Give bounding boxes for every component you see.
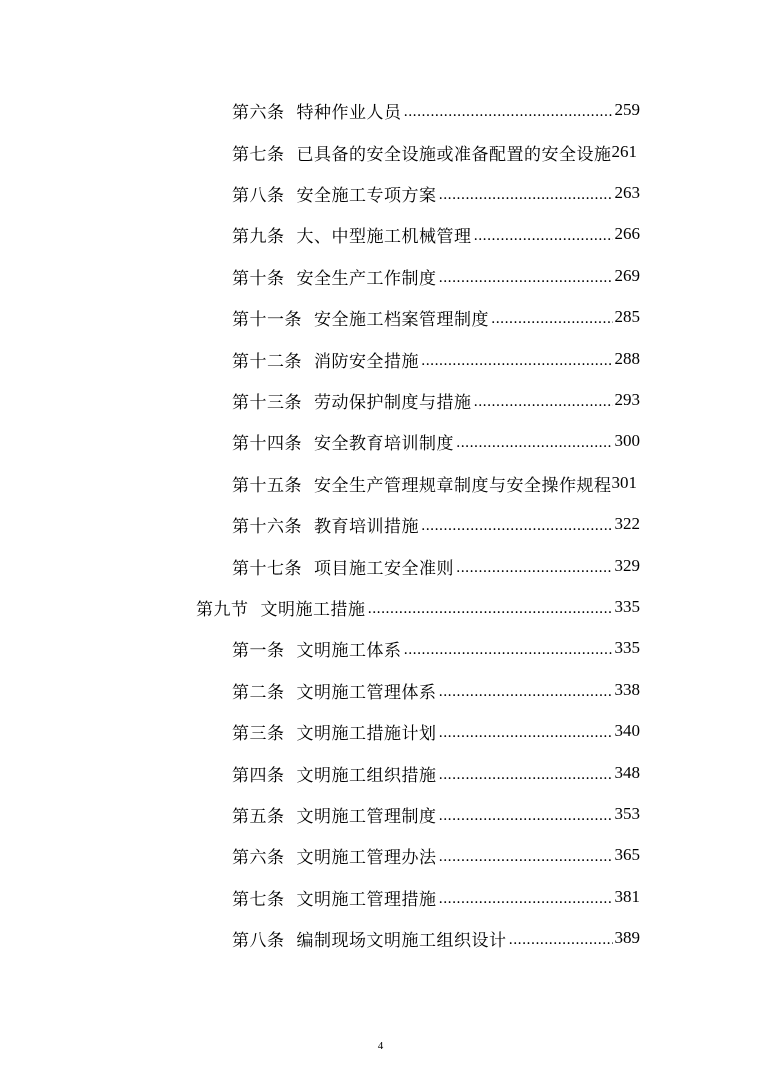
toc-entry[interactable] [232,345,640,373]
toc-entry-page: 261 [611,142,637,161]
toc-leader-dots [368,597,613,617]
toc-entry-number: 第三条 [232,723,285,744]
toc-leader-dots [439,804,613,824]
toc-entry-number: 第四条 [232,765,285,786]
toc-entry-page: 285 [614,307,640,326]
toc-entry-number: 第六条 [232,847,285,868]
toc-entry-title: 编制现场文明施工组织设计 [296,930,507,951]
toc-entry-title: 消防安全措施 [314,351,419,372]
toc-entry-page: 340 [614,721,640,740]
toc-entry-number: 第十五条 [232,475,302,496]
toc-leader-dots [474,224,613,244]
toc-leader-dots [439,266,613,286]
toc-entry-number: 第七条 [232,889,285,910]
toc-entry[interactable] [232,510,640,538]
toc-entry-number: 第十条 [232,268,285,289]
toc-entry[interactable] [232,386,640,414]
toc-entry-title: 安全施工专项方案 [296,185,437,206]
toc-entry-title: 文明施工措施 [260,599,366,620]
toc-entry[interactable] [232,676,640,704]
toc-entry[interactable] [232,138,640,166]
toc-entry-title: 安全生产工作制度 [296,268,437,289]
toc-leader-dots [456,431,613,451]
toc-entry-page: 269 [614,266,640,285]
toc-entry-number: 第二条 [232,682,285,703]
toc-entry[interactable] [232,179,640,207]
toc-entry-title: 项目施工安全准则 [314,558,454,579]
toc-entry[interactable] [232,634,640,662]
toc-entry[interactable] [232,262,640,290]
toc-entry-page: 293 [614,390,640,409]
toc-entry-number: 第十四条 [232,433,302,454]
toc-entry-page: 266 [614,224,640,243]
toc-entry-title: 文明施工管理办法 [296,847,437,868]
toc-entry-title: 已具备的安全设施或准备配置的安全设施 [296,144,612,165]
toc-entry-title: 文明施工体系 [296,640,402,661]
toc-entry-title: 文明施工管理体系 [296,682,437,703]
toc-leader-dots [421,514,613,534]
toc-leader-dots [404,100,613,120]
toc-leader-dots [439,763,613,783]
toc-entry[interactable] [232,800,640,828]
toc-leader-dots [491,307,613,327]
toc-entry-number: 第十七条 [232,558,302,579]
toc-entry-page: 348 [614,763,640,782]
toc-leader-dots [439,183,613,203]
toc-entry-page: 263 [614,183,640,202]
toc-entry-number: 第一条 [232,640,285,661]
toc-entry-page: 301 [611,473,637,492]
toc-entry-page: 389 [614,928,640,947]
toc-entry-title: 文明施工组织措施 [296,765,437,786]
toc-entry-number: 第五条 [232,806,285,827]
toc-entry-number: 第八条 [232,185,285,206]
toc-entry-page: 353 [614,804,640,823]
toc-leader-dots [421,349,613,369]
toc-entry-page: 259 [614,100,640,119]
toc-entry[interactable] [232,717,640,745]
toc-entry[interactable] [232,427,640,455]
toc-entry-number: 第九节 [196,599,249,620]
toc-entry-number: 第十三条 [232,392,302,413]
toc-leader-dots [439,721,613,741]
toc-leader-dots [439,845,613,865]
toc-entry-title: 特种作业人员 [296,102,402,123]
toc-entry[interactable] [232,883,640,911]
toc-entry-page: 338 [614,680,640,699]
toc-entry-page: 335 [614,638,640,657]
toc-entry-number: 第八条 [232,930,285,951]
toc-entry[interactable] [232,96,640,124]
toc-entry[interactable] [232,841,640,869]
toc-leader-dots [439,887,613,907]
toc-entry-title: 文明施工管理措施 [296,889,437,910]
toc-leader-dots [456,556,613,576]
toc-entry-page: 322 [614,514,640,533]
toc-entry-title: 文明施工管理制度 [296,806,437,827]
toc-entry-page: 335 [614,597,640,616]
toc-entry[interactable] [232,552,640,580]
toc-leader-dots [474,390,613,410]
toc-entry[interactable] [232,469,640,497]
toc-entry-title: 大、中型施工机械管理 [296,226,472,247]
toc-leader-dots [404,638,613,658]
toc-entry-number: 第十一条 [232,309,302,330]
toc-entry-title: 安全教育培训制度 [314,433,454,454]
toc-entry-page: 288 [614,349,640,368]
toc-entry-page: 329 [614,556,640,575]
toc-entry-page: 365 [614,845,640,864]
toc-entry-number: 第十六条 [232,516,302,537]
toc-entry-page: 381 [614,887,640,906]
toc-entry-number: 第六条 [232,102,285,123]
toc-leader-dots [439,680,613,700]
toc-entry-number: 第七条 [232,144,285,165]
toc-entry-title: 教育培训措施 [314,516,419,537]
toc-entry-page: 300 [614,431,640,450]
toc-entry-title: 劳动保护制度与措施 [314,392,472,413]
toc-entry[interactable] [232,924,640,952]
toc-section-entry[interactable] [196,593,640,621]
toc-entry[interactable] [232,303,640,331]
toc-entry-title: 安全生产管理规章制度与安全操作规程 [314,475,612,496]
toc-entry[interactable] [232,759,640,787]
toc-leader-dots [509,928,613,948]
toc-entry-number: 第九条 [232,226,285,247]
page-number: 4 [377,1040,384,1052]
toc-entry-title: 文明施工措施计划 [296,723,437,744]
toc-entry[interactable] [232,220,640,248]
toc-entry-title: 安全施工档案管理制度 [314,309,489,330]
toc-entry-number: 第十二条 [232,351,302,372]
